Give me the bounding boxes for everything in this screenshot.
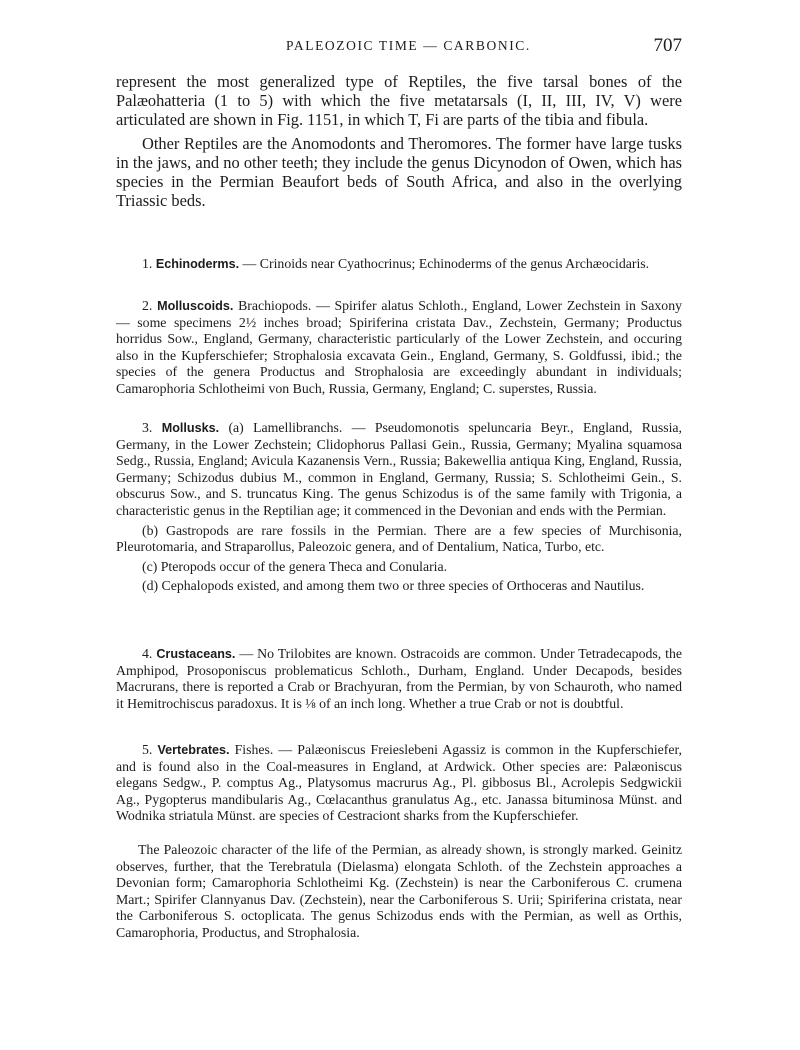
section-paragraph [116,298,682,398]
section-number: 2. [142,298,153,313]
page-header [116,36,682,62]
section-molluscoids [116,298,682,398]
section-paragraph [116,646,682,712]
section-number: 5. [142,742,153,757]
section-paragraph [116,420,682,520]
section-text: (a) Lamellibranchs. — Pseudomonotis speluncaria Beyr., England, Russia, Germany, in the Lower Zechstein; Clidophorus Pallasi Gein., Russia, Germany; Myalina squamosa Sedg., Russia, England; Avicula Kazanensis Vern., Russia; Bakewellia antiqua King, England, Russia, Germany; Schizodus dubius M., common in England, Germany, Russia; S. Schlotheimi Gein., S. obscurus Sow., and S. truncatus King. The genus Schizodus is of the same family with Trigonia, a characteristic genus in the Reptilian age; it commenced in the Devonian and ends with the Permian. [116,420,682,518]
intro-text [116,72,682,210]
section-heading: Vertebrates. [157,743,230,757]
section-number: 3. [142,420,153,435]
section-number: 4. [142,646,153,661]
section-vertebrates [116,742,682,825]
section-heading: Mollusks. [161,421,220,435]
section-paragraph [116,256,682,273]
closing-text [116,842,682,942]
section-subparagraph: (c) Pteropods occur of the genera Theca and Conularia. [142,558,448,574]
section-crustaceans [116,646,682,712]
section-text: — Crinoids near Cyathocrinus; Echinoderms of the genus Archæocidaris. [242,256,650,271]
section-heading: Crustaceans. [156,647,236,661]
section-heading: Echinoderms. [155,257,240,271]
section-number: 1. [142,256,153,271]
section-echinoderms [116,256,682,273]
section-heading: Molluscoids. [157,299,234,313]
running-head: PALEOZOIC TIME — CARBONIC. [286,38,531,53]
closing-paragraph: The Paleozoic character of the life of the Permian, as already shown, is strongly marked. Geinitz observes, further, that the Terebratula (Dielasma) elongata Schloth. of the Zechstein approaches a Devonian form; Camarophoria Schlotheimi Kg. (Zechstein) is near the Carboniferous C. crumena Mart.; Spirifer Clannyanus Dav. (Zechstein), near the Carboniferous S. Urii; Spiriferina cristata, near the Carboniferous S. octoplicata. The genus Schizodus ends with the Permian, as well as Orthis, Camarophoria, Productus, and Strophalosia. [116,842,682,940]
section-paragraph [116,742,682,825]
section-text: Fishes. — Palæoniscus Freieslebeni Agassiz is common in the Kupferschiefer, and is found also in the Coal-measures in England, at Ardwick. Other species are: Palæoniscus elegans Sedgw., P. comptus Ag., Platysomus macrurus Ag., Pl. gibbosus Bl., Acrolepis Sedgwickii Ag., Pygopterus mandibularis Ag., Cœlacanthus granulatus Ag., etc. Janassa bituminosa Münst. and Wodnika striatula Münst. are species of Cestraciont sharks from the Kupferschiefer. [116,742,683,824]
section-text: Brachiopods. — Spirifer alatus Schloth., England, Lower Zechstein in Saxony — some specimens 2½ inches broad; Spiriferina cristata Dav., Zechstein, Germany; Productus horridus Sow., England, Germany, characteristic particularly of the Lower Zechstein, and occuring also in the Kupferschiefer; Strophalosia excavata Gein., England, Germany, S. Goldfussi, ibid.; the species of the genera Productus and Strophalosia are exceedingly abundant in individuals; Camarophoria Schlotheimi von Buch, Russia, Germany, England; C. superstes, Russia. [116,298,683,396]
section-text: — No Trilobites are known. Ostracoids are common. Under Tetradecapods, the Amphipod, Prosoponiscus problematicus Schloth., Durham, England. Under Decapods, besides Macrurans, there is reported a Crab or Brachyuran, from the Permian, by von Schauroth, who named it Hemitrochiscus paradoxus. It is ⅛ of an inch long. Whether a true Crab or not is doubtful. [116,646,683,711]
section-mollusks [116,420,682,595]
section-subparagraph: (b) Gastropods are rare fossils in the Permian. There are a few species of Murchisonia, Pleurotomaria, and Straparollus, Paleozoic genera, and of Dentalium, Natica, Turbo, etc. [116,522,682,555]
intro-paragraph: Other Reptiles are the Anomodonts and Theromores. The former have large tusks in the jaws, and no other teeth; they include the genus Dicynodon of Owen, which has species in the Permian Beaufort beds of South Africa, and also in the overlying Triassic beds. [116,133,682,211]
section-subparagraph: (d) Cephalopods existed, and among them two or three species of Orthoceras and Nautilus. [142,578,645,594]
page-number: 707 [653,35,682,56]
intro-paragraph: represent the most generalized type of Reptiles, the five tarsal bones of the Palæohatteria (1 to 5) with which the five metatarsals (I, II, III, IV, V) were articulated are shown in Fig. 1151, in which T, Fi are parts of the tibia and fibula. [116,72,682,130]
